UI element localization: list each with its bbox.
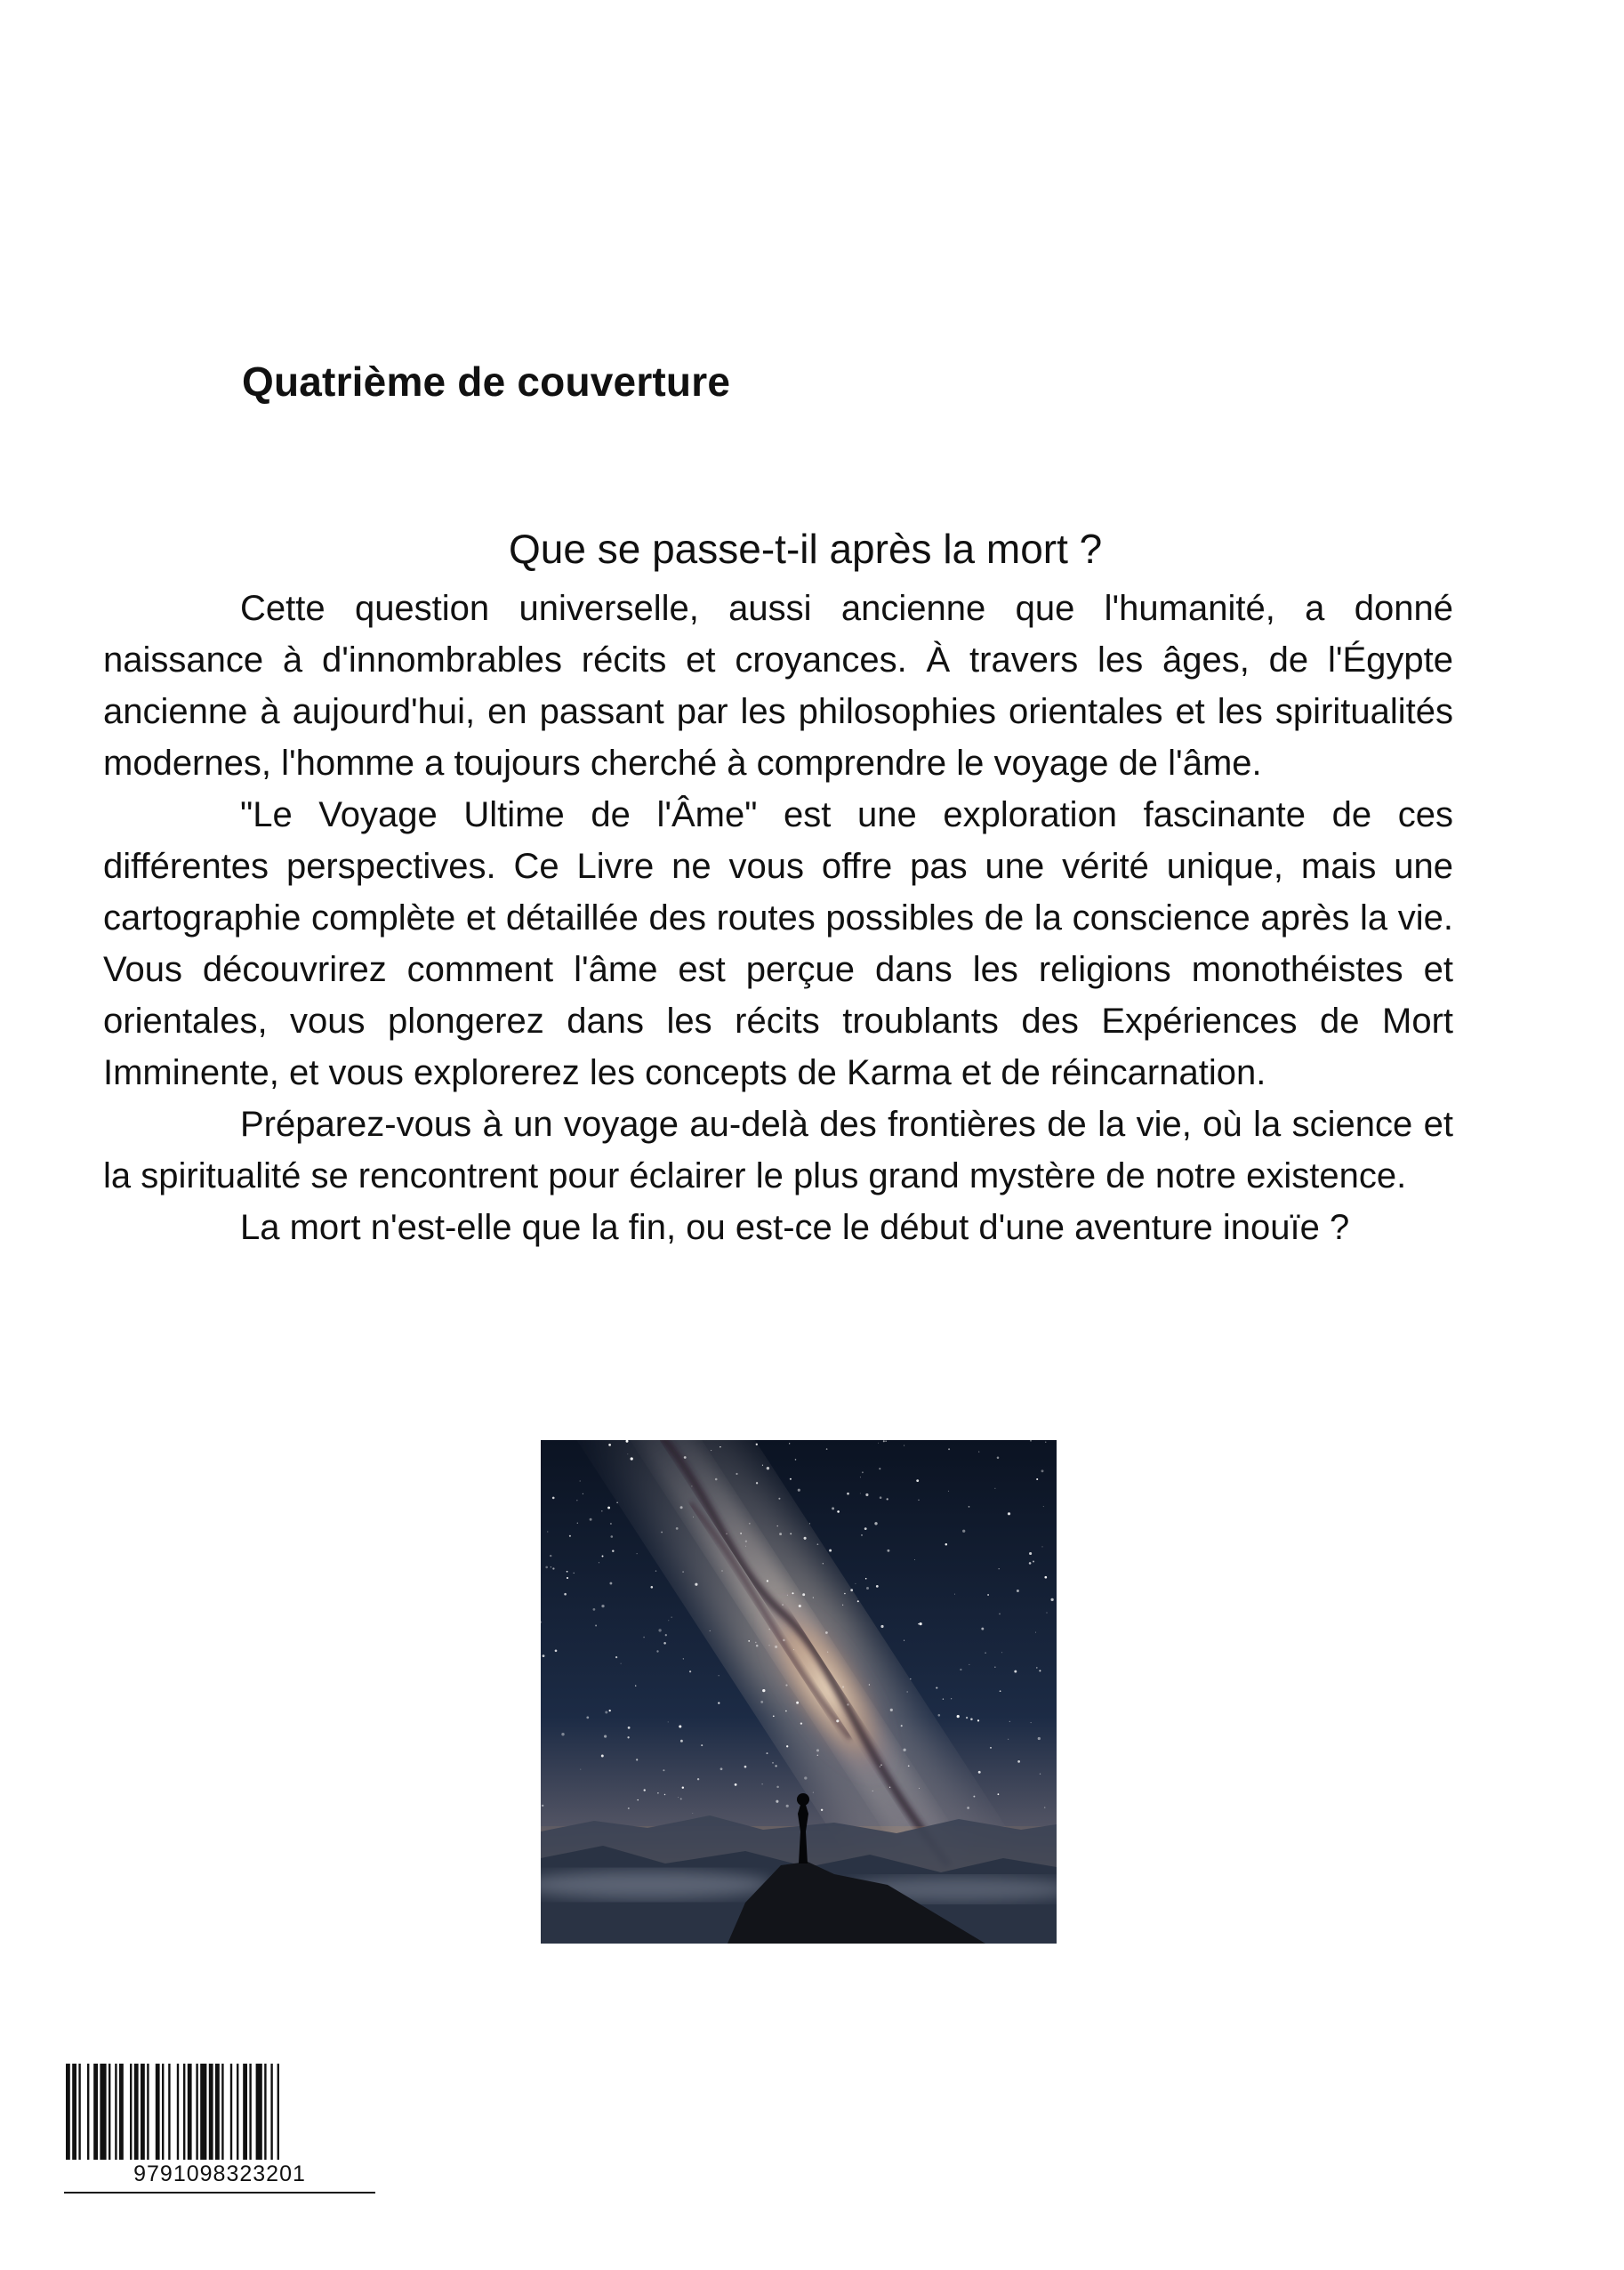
blurb-body [103,583,1453,1253]
barcode-bar [177,2064,179,2160]
blurb-paragraph-1: Cette question universelle, aussi ancienne que l'humanité, a donné naissance à d'innombrables récits et croyances. À travers les âges, de l'Égypte ancienne à aujourd'hui, en passant par les philosophies orientales et les spiritualités modernes, l'homme a toujours cherché à comprendre le voyage de l'âme. [103,589,1453,783]
barcode-bar [66,2064,70,2160]
barcode-bar [72,2064,76,2160]
barcode-bar [93,2064,98,2160]
barcode-bar [183,2064,185,2160]
blurb-paragraph-3: Préparez-vous à un voyage au-delà des frontières de la vie, où la science et la spiritualité se rencontrent pour éclairer le plus grand mystère de notre existence. [103,1105,1453,1195]
barcode-bar [134,2064,139,2160]
barcode-bar [147,2064,149,2160]
barcode-bars [64,2064,375,2160]
barcode-bar [277,2064,279,2160]
barcode-bar [200,2064,206,2160]
barcode-bar [230,2064,232,2160]
page-heading: Quatrième de couverture [242,358,731,405]
barcode-bar [264,2064,266,2160]
barcode-number: 9791098323201 [133,2161,306,2186]
blurb-paragraph-4: La mort n'est-elle que la fin, ou est-ce le début d'une aventure inouïe ? [240,1208,1350,1247]
book-question: Que se passe-t-il après la mort ? [509,526,1103,572]
barcode-bar [115,2064,117,2160]
barcode-bar [196,2064,197,2160]
barcode-bar [237,2064,238,2160]
barcode-bar [243,2064,247,2160]
barcode-bar [215,2064,220,2160]
isbn-barcode [64,2064,375,2197]
barcode-bar [87,2064,89,2160]
milky-way-photo [541,1440,1057,1944]
barcode-bar [141,2064,145,2160]
barcode-bar [162,2064,164,2160]
barcode-bar [221,2064,223,2160]
barcode-bar [168,2064,170,2160]
barcode-underline [64,2192,375,2194]
barcode-bar [130,2064,132,2160]
barcode-bar [256,2064,262,2160]
barcode-bar [109,2064,110,2160]
barcode-bar [270,2064,272,2160]
blurb-paragraph-2: "Le Voyage Ultime de l'Âme" est une exploration fascinante de ces différentes perspectives. Ce Livre ne vous offre pas une vérité unique, mais une cartographie complète et détaillée des routes possibles de la conscience après la vie. Vous découvrirez comment l'âme est perçue dans les religions monothéistes et orientales, vous plongerez dans les récits troublants des Expériences de Mort Imminente, et vous explorerez les concepts de Karma et de réincarnation. [103,795,1453,1092]
barcode-bar [78,2064,80,2160]
barcode-bar [156,2064,160,2160]
barcode-bar [100,2064,106,2160]
barcode-bar [119,2064,124,2160]
barcode-bar [188,2064,192,2160]
barcode-bar [249,2064,251,2160]
barcode-bar [209,2064,213,2160]
